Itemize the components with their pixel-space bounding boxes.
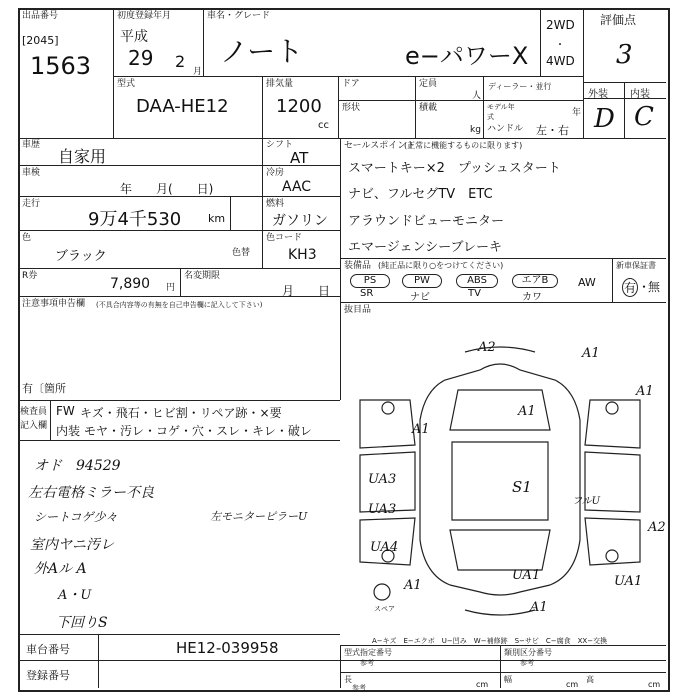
exterior-label: 外装 (588, 89, 608, 100)
divider (583, 8, 584, 138)
color-code: KH3 (288, 247, 317, 263)
divider (113, 8, 114, 138)
chassis-number: HE12-039958 (176, 639, 279, 657)
model-label: 型式 (117, 79, 136, 89)
dealer-label: ディーラー・並行 (488, 82, 552, 91)
interior-row: モヤ・汚レ・コゲ・穴・スレ・キレ・破レ (84, 424, 312, 438)
name-change-label: 名変期限 (184, 271, 221, 281)
recycle-label: R券 (22, 271, 38, 281)
inspector-label-1: 検査員 (20, 407, 48, 417)
mark-ua1-trunk: UA1 (512, 568, 541, 583)
sales-line-1: スマートキー×2 プッシュスタート (348, 161, 561, 176)
mark-a1-top-right: A1 (582, 346, 600, 361)
equip-ps: PS (350, 274, 390, 288)
capacity-label: 定員 (419, 79, 438, 89)
divider (18, 400, 340, 401)
divider (340, 302, 666, 303)
exterior-grade: D (594, 104, 615, 134)
score-label: 評価点 (600, 13, 637, 27)
color-label: 色 (22, 233, 32, 243)
reg-month: 2 (175, 52, 186, 71)
note-line-3: シートコゲ少々 (34, 510, 118, 524)
length-sub: 参考 (352, 684, 366, 692)
divider (18, 634, 340, 635)
mark-ua4: UA4 (370, 540, 399, 555)
equip-tv: TV (468, 288, 481, 299)
cc-unit: cc (318, 120, 329, 131)
note-line-4: 室内ヤニ汚レ (30, 537, 114, 553)
divider (338, 100, 583, 101)
divider (262, 230, 263, 268)
fw-prefix: FW (56, 404, 75, 418)
era: 平成 (120, 29, 148, 45)
recycle: 7,890 (110, 276, 151, 292)
divider (540, 8, 541, 76)
month-unit: 月 (193, 67, 203, 77)
name-change: 月 日 (282, 284, 331, 298)
divider (624, 82, 625, 138)
mark-a1-left: A1 (412, 422, 430, 437)
height-label: 高 (586, 675, 594, 684)
note-line-1: オド 94529 (34, 458, 121, 474)
shift-label: シフト (266, 140, 294, 150)
repair-history: 有〔箇所 (22, 382, 66, 395)
drive-4wd: 4WD (546, 54, 575, 68)
equip-pw: PW (402, 274, 442, 288)
divider (340, 672, 666, 673)
extract-label: 抜目品 (344, 305, 372, 315)
equip-leather: カワ (522, 292, 542, 303)
fuel: ガソリン (272, 213, 328, 229)
equip-aw: AW (578, 276, 596, 289)
sales-line-2: ナビ、フルセグTV ETC (348, 187, 493, 202)
mark-ua3-upper: UA3 (368, 472, 397, 487)
inspection-label: 車検 (22, 168, 41, 178)
category-label: 車歴 (22, 140, 41, 150)
equipment-label: 装備品 (344, 261, 372, 271)
model: DAA-HE12 (136, 96, 229, 117)
yen-unit: 円 (166, 283, 176, 293)
color-code-label: 色コード (266, 233, 303, 243)
note-line-2: 左右電格ミラー不良 (28, 485, 154, 501)
color-change-label: 色替 (232, 248, 251, 258)
new-cert-label: 新車保証書 (616, 261, 656, 270)
width-label: 幅 (504, 675, 512, 684)
divider (230, 196, 231, 230)
class-sub: 参考 (520, 659, 534, 667)
divider (98, 634, 99, 688)
person-unit: 人 (472, 91, 482, 101)
notes-sub: (不具合内容等の有無を自己申告欄に記入して下さい) (96, 301, 263, 309)
lot-number: 1563 (30, 52, 92, 80)
mark-s1-roof: S1 (512, 478, 532, 496)
mirror-note: 左モニターピラーU (210, 510, 308, 523)
year-unit: 年 (572, 108, 582, 118)
height-cm: cm (648, 680, 661, 689)
ac-label: 冷房 (266, 168, 285, 178)
sales-sub: (正常に機能するものに限ります) (404, 141, 523, 150)
chassis-label: 車台番号 (26, 643, 70, 656)
mark-full-u: フルU (572, 496, 601, 507)
handle-value: 左・右 (536, 124, 569, 137)
handle-label: ハンドル (487, 124, 524, 134)
divider (338, 76, 339, 138)
displacement-label: 排気量 (266, 79, 294, 89)
shape-label: 形状 (342, 103, 361, 113)
divider (50, 400, 51, 440)
divider (483, 76, 484, 138)
lot-sub: [2045] (22, 34, 59, 47)
mileage: 9万4千530 (88, 209, 182, 230)
divider (340, 645, 341, 688)
model-year-label: モデル年式 (487, 103, 515, 121)
equip-sr: SR (360, 288, 374, 299)
equip-abs: ABS (456, 274, 498, 288)
divider (113, 76, 583, 77)
lot-label: 出品番号 (22, 11, 59, 21)
grade: e−パワーX (405, 42, 529, 70)
shift: AT (290, 149, 309, 167)
reg-year: 29 (128, 46, 154, 70)
mark-a1-rear-left: A1 (404, 578, 422, 593)
sales-label: セールスポイント (344, 141, 416, 151)
mark-ua3-lower: UA3 (368, 502, 397, 517)
note-line-7: 下回りS (56, 615, 108, 631)
drive-dot: ・ (555, 40, 565, 51)
sales-line-4: エマージェンシーブレーキ (348, 240, 502, 255)
divider (500, 645, 501, 688)
mark-a2-right: A2 (648, 520, 666, 535)
drive-2wd: 2WD (546, 18, 575, 32)
load-label: 積載 (419, 103, 438, 113)
divider (18, 440, 340, 441)
notes-label: 注意事項申告欄 (22, 299, 86, 309)
divider (262, 76, 263, 138)
score: 3 (616, 40, 633, 70)
inspection: 年 月( 日) (120, 182, 214, 196)
first-reg-label: 初度登録年月 (117, 11, 172, 21)
spare-label: スペア (374, 605, 395, 613)
name-label: 車名・グレード (207, 11, 271, 21)
length-cm: cm (476, 680, 489, 689)
new-cert-sep: ・ (638, 280, 651, 294)
km-unit: km (208, 212, 226, 225)
width-cm: cm (566, 680, 579, 689)
fuel-label: 燃料 (266, 199, 285, 209)
interior-prefix: 内装 (56, 424, 81, 438)
interior-grade: C (634, 102, 654, 132)
reg-label: 登録番号 (26, 669, 70, 682)
divider (18, 138, 666, 139)
length-label: 長 (344, 675, 352, 684)
divider (18, 268, 340, 269)
category: 自家用 (58, 147, 107, 166)
damage-legend: A−キズ E−エクボ U−凹み W−補修跡 S−サビ C−腐食 XX−交換 (372, 637, 608, 645)
divider (415, 76, 416, 138)
mark-ua1-rear-right: UA1 (614, 574, 643, 589)
sales-line-3: アラウンドビューモニター (348, 214, 505, 229)
mark-a2-top: A2 (478, 340, 496, 355)
spec-sub: 参考 (360, 659, 374, 667)
class-label: 類別区分番号 (504, 648, 552, 657)
equip-navi: ナビ (410, 292, 430, 303)
fw-row: キズ・飛石・ヒビ割・リペア跡・×要 (80, 406, 282, 420)
note-line-6: A・U (58, 588, 92, 603)
ac: AAC (282, 179, 312, 195)
divider (340, 258, 666, 259)
car-name: ノート (220, 35, 304, 68)
mark-a1-rear: A1 (530, 600, 548, 615)
divider (203, 8, 204, 76)
divider (612, 258, 613, 302)
door-label: ドア (342, 79, 360, 89)
mileage-label: 走行 (22, 199, 41, 209)
divider (180, 268, 181, 296)
interior-label: 内装 (630, 89, 650, 100)
divider (340, 645, 666, 646)
equip-airbag: エアB (512, 274, 558, 288)
inspector-label-2: 記入欄 (20, 421, 48, 431)
new-cert-no: 無 (648, 280, 661, 294)
kg-unit: kg (470, 125, 481, 135)
spec-label: 型式指定番号 (344, 648, 392, 657)
displacement: 1200 (276, 96, 322, 117)
equipment-sub: (純正品に限り○をつけてください) (378, 261, 504, 270)
divider (18, 660, 666, 661)
mark-a1-hood: A1 (518, 404, 536, 419)
color: ブラック (55, 249, 107, 264)
mark-a1-right: A1 (636, 384, 654, 399)
new-cert-yes: 有 (622, 278, 638, 297)
note-line-5: 外Aル A (34, 561, 87, 577)
